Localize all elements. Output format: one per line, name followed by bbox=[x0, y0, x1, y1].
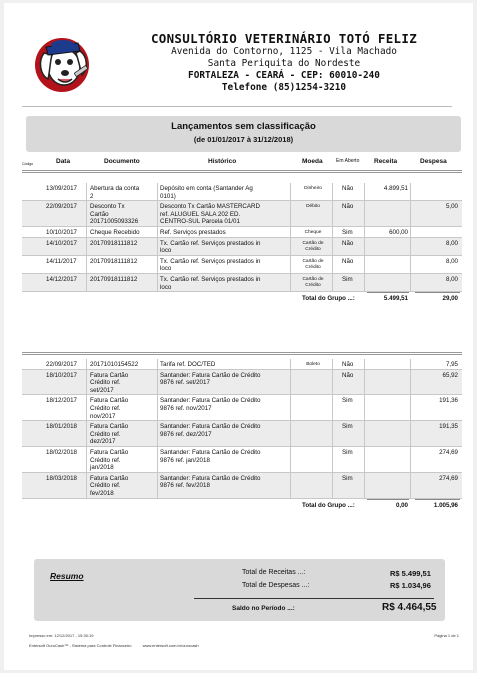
cell-historico: CENTRO-SUL Parcela 01/01 bbox=[160, 218, 240, 226]
cell-divider bbox=[157, 395, 158, 420]
cell-documento: Cartão bbox=[90, 210, 109, 218]
col-documento: Documento bbox=[104, 158, 140, 165]
cell-documento: Crédito ref. bbox=[90, 456, 121, 464]
page-number: Página 1 de 1 bbox=[434, 633, 459, 638]
cell-data: 22/09/2017 bbox=[46, 361, 77, 368]
cell-divider bbox=[290, 370, 291, 395]
cell-divider bbox=[364, 395, 365, 420]
cell-historico: loco bbox=[160, 247, 172, 255]
col-receita: Receita bbox=[374, 158, 398, 165]
cell-historico: Ref. Serviços prestados bbox=[160, 228, 226, 236]
table-row bbox=[22, 359, 462, 370]
cell-historico: loco bbox=[160, 283, 172, 291]
cell-documento: Fatura Cartão bbox=[90, 371, 129, 379]
footer-line-2 bbox=[29, 643, 459, 648]
report-title-box bbox=[26, 116, 461, 152]
cell-em-aberto: Não bbox=[342, 203, 354, 211]
cell-divider bbox=[410, 227, 411, 237]
cell-historico: loco bbox=[160, 265, 172, 273]
cell-divider bbox=[290, 473, 291, 498]
cell-historico: 9876 ref. set/2017 bbox=[160, 379, 210, 387]
cell-data: 18/01/2018 bbox=[46, 423, 77, 431]
report-header bbox=[24, 25, 464, 103]
cell-documento: 2 bbox=[90, 192, 94, 200]
cell-documento: Abertura da conta bbox=[90, 185, 140, 192]
cell-divider bbox=[290, 274, 291, 291]
cell-historico: Santander: Fatura Cartão de Crédito bbox=[160, 371, 261, 379]
cell-documento: nov/2017 bbox=[90, 412, 116, 420]
cell-documento: Fatura Cartão bbox=[90, 448, 129, 456]
cell-divider bbox=[364, 359, 365, 369]
table-row bbox=[22, 274, 462, 292]
cell-historico: 9876 ref. jan/2018 bbox=[160, 456, 210, 464]
cell-divider bbox=[410, 359, 411, 369]
cell-divider bbox=[410, 395, 411, 420]
cell-historico: 9876 ref. fev/2018 bbox=[160, 482, 210, 490]
table-row bbox=[22, 183, 462, 201]
system-name: Entersoft OuroCash™ - Sistema para Controle Financeiro bbox=[29, 643, 132, 648]
cell-divider bbox=[86, 473, 87, 498]
cell-divider bbox=[157, 227, 158, 237]
column-headers bbox=[22, 155, 462, 169]
cell-divider bbox=[290, 201, 291, 226]
cell-moeda: Cheque bbox=[304, 229, 322, 235]
cell-divider bbox=[157, 201, 158, 226]
cell-documento: Fatura Cartão bbox=[90, 423, 129, 431]
total-receitas-label: Total de Receitas ...: bbox=[242, 569, 306, 576]
cell-divider bbox=[332, 395, 333, 420]
cell-historico: Santander: Fatura Cartão de Crédito bbox=[160, 397, 261, 405]
cell-em-aberto: Sim bbox=[342, 448, 353, 456]
table-row bbox=[22, 395, 462, 421]
group-2 bbox=[22, 359, 462, 511]
cell-documento: Fatura Cartão bbox=[90, 474, 129, 482]
table-top-divider bbox=[22, 170, 462, 173]
cell-divider bbox=[410, 370, 411, 395]
cell-divider bbox=[290, 227, 291, 237]
cell-divider bbox=[290, 256, 291, 273]
table-row bbox=[22, 447, 462, 473]
cell-data: 18/02/2018 bbox=[46, 448, 77, 456]
col-despesa: Despesa bbox=[420, 158, 447, 165]
cell-data: 13/09/2017 bbox=[46, 185, 77, 192]
cell-divider bbox=[86, 447, 87, 472]
col-moeda: Moeda bbox=[302, 158, 323, 165]
cell-divider bbox=[332, 359, 333, 369]
cell-divider bbox=[86, 421, 87, 446]
cell-em-aberto: Não bbox=[342, 239, 354, 247]
col-codigo: Código bbox=[22, 162, 34, 166]
cell-moeda: Cartão de bbox=[302, 258, 324, 264]
group-total-receita: 5.499,51 bbox=[383, 295, 408, 303]
col-em-aberto: Em Aberto bbox=[336, 158, 360, 164]
company-city: FORTALEZA - CEARÁ - CEP: 60010-240 bbox=[188, 70, 380, 81]
cell-documento: Crédito ref. bbox=[90, 379, 121, 387]
cell-historico: Santander: Fatura Cartão de Crédito bbox=[160, 474, 261, 482]
cell-divider bbox=[157, 274, 158, 291]
group-total-receita: 0,00 bbox=[395, 501, 408, 509]
table-row bbox=[22, 201, 462, 227]
cell-despesa: 8,00 bbox=[445, 239, 458, 247]
cell-documento: set/2017 bbox=[90, 386, 114, 394]
cell-divider bbox=[290, 395, 291, 420]
cell-moeda: Crédito bbox=[305, 282, 321, 288]
cell-documento: Crédito ref. bbox=[90, 430, 121, 438]
header-divider bbox=[22, 106, 452, 107]
cell-despesa: 191,35 bbox=[439, 423, 458, 431]
cell-documento: 20171005093326 bbox=[90, 218, 139, 226]
group-total-label: Total do Grupo ...: bbox=[302, 501, 355, 509]
cell-divider bbox=[290, 238, 291, 255]
cell-divider bbox=[364, 447, 365, 472]
cell-divider bbox=[86, 238, 87, 255]
cell-receita: 600,00 bbox=[389, 228, 408, 236]
cell-divider bbox=[86, 274, 87, 291]
cell-historico: Depósito em conta (Santander Ag bbox=[160, 185, 253, 192]
group-total-label: Total do Grupo ...: bbox=[302, 295, 355, 303]
cell-divider bbox=[290, 183, 291, 200]
cell-historico: Tx. Cartão ref. Serviços prestados in bbox=[160, 257, 261, 265]
cell-divider bbox=[364, 274, 365, 291]
cell-em-aberto: Sim bbox=[342, 423, 353, 431]
cell-historico: Desconto Tx Cartão MASTERCARD bbox=[160, 203, 260, 211]
cell-data: 14/10/2017 bbox=[46, 239, 77, 247]
cell-documento: 20170918111812 bbox=[90, 275, 138, 283]
cell-data: 14/11/2017 bbox=[46, 257, 77, 265]
saldo-label: Saldo no Período ...: bbox=[232, 605, 295, 612]
cell-historico: 0101) bbox=[160, 192, 176, 200]
summary-label: Resumo bbox=[50, 571, 84, 581]
cell-em-aberto: Não bbox=[342, 371, 354, 379]
footer-line-1 bbox=[29, 633, 459, 638]
cell-divider bbox=[410, 274, 411, 291]
cell-divider bbox=[86, 201, 87, 226]
report-page bbox=[4, 3, 473, 670]
cell-historico: Tx. Cartão ref. Serviços prestados in bbox=[160, 239, 261, 247]
cell-em-aberto: Sim bbox=[342, 228, 353, 236]
printed-at: Impresso em: 12/12/2017 - 15:30:19 bbox=[29, 633, 94, 638]
cell-divider bbox=[86, 359, 87, 369]
cell-historico: 9876 ref. dez/2017 bbox=[160, 430, 212, 438]
cell-divider bbox=[410, 238, 411, 255]
table-row bbox=[22, 421, 462, 447]
cell-documento: 20170918111812 bbox=[90, 257, 138, 265]
cell-divider bbox=[410, 421, 411, 446]
cell-data: 10/10/2017 bbox=[46, 228, 77, 236]
group-total-despesa: 29,00 bbox=[442, 295, 458, 303]
group-1 bbox=[22, 183, 462, 304]
cell-divider bbox=[364, 256, 365, 273]
cell-divider bbox=[332, 421, 333, 446]
table-row bbox=[22, 370, 462, 396]
cell-divider bbox=[410, 256, 411, 273]
total-underline bbox=[415, 292, 460, 293]
cell-divider bbox=[86, 256, 87, 273]
cell-documento: Crédito ref. bbox=[90, 404, 121, 412]
col-historico: Histórico bbox=[208, 158, 237, 165]
cell-divider bbox=[332, 274, 333, 291]
cell-historico: Santander: Fatura Cartão de Crédito bbox=[160, 448, 261, 456]
cell-historico: Tx. Cartão ref. Serviços prestados in bbox=[160, 275, 261, 283]
cell-divider bbox=[86, 370, 87, 395]
cell-data: 22/09/2017 bbox=[46, 203, 77, 211]
cell-divider bbox=[86, 395, 87, 420]
cell-divider bbox=[157, 183, 158, 200]
cell-documento: Crédito ref. bbox=[90, 482, 121, 490]
cell-documento: 20170918111812 bbox=[90, 239, 138, 247]
cell-documento: Fatura Cartão bbox=[90, 397, 129, 405]
table-row bbox=[22, 256, 462, 274]
cell-divider bbox=[86, 183, 87, 200]
cell-divider bbox=[364, 473, 365, 498]
summary-box bbox=[34, 559, 445, 621]
total-underline bbox=[367, 292, 409, 293]
report-period: (de 01/01/2017 à 31/12/2018) bbox=[193, 135, 294, 144]
cell-em-aberto: Sim bbox=[342, 397, 353, 405]
cell-moeda: Cartão de bbox=[302, 240, 324, 246]
report-title: Lançamentos sem classificação bbox=[171, 121, 316, 132]
cell-historico: Santander: Fatura Cartão de Crédito bbox=[160, 423, 261, 431]
cell-divider bbox=[364, 421, 365, 446]
cell-despesa: 191,36 bbox=[439, 397, 458, 405]
cell-divider bbox=[157, 473, 158, 498]
cell-despesa: 65,92 bbox=[442, 371, 458, 379]
total-underline bbox=[415, 499, 460, 500]
cell-despesa: 7,95 bbox=[445, 361, 458, 368]
cell-em-aberto: Não bbox=[342, 257, 354, 265]
cell-divider bbox=[290, 359, 291, 369]
total-despesas-value: R$ 1.034,96 bbox=[390, 581, 431, 590]
cell-documento: dez/2017 bbox=[90, 438, 116, 446]
cell-historico: ref. ALUGUEL SALA 202 ED. bbox=[160, 210, 241, 218]
cell-moeda: Débito bbox=[306, 204, 320, 210]
total-receitas-value: R$ 5.499,51 bbox=[390, 569, 431, 578]
cell-divider bbox=[364, 370, 365, 395]
summary-divider bbox=[194, 598, 434, 599]
cell-divider bbox=[364, 201, 365, 226]
cell-divider bbox=[290, 447, 291, 472]
cell-data: 18/10/2017 bbox=[46, 371, 77, 379]
cell-divider bbox=[332, 473, 333, 498]
cell-moeda: Cartão de bbox=[302, 276, 324, 282]
system-site: www.entersoft.com.br/ourocash bbox=[142, 643, 199, 648]
company-address: Avenida do Contorno, 1125 - Vila Machado bbox=[171, 46, 397, 57]
cell-divider bbox=[332, 256, 333, 273]
group-total-row bbox=[22, 499, 462, 511]
cell-divider bbox=[364, 183, 365, 200]
total-underline bbox=[367, 499, 409, 500]
cell-moeda: Crédito bbox=[305, 246, 321, 252]
company-district: Santa Periquita do Nordeste bbox=[207, 58, 361, 69]
cell-divider bbox=[332, 238, 333, 255]
col-data: Data bbox=[56, 158, 71, 165]
cell-divider bbox=[332, 227, 333, 237]
cell-historico: Tarifa ref. DOC/TED bbox=[160, 361, 216, 368]
group-total-row bbox=[22, 292, 462, 304]
cell-em-aberto: Não bbox=[342, 185, 354, 192]
cell-em-aberto: Sim bbox=[342, 474, 353, 482]
group-total-despesa: 1.005,96 bbox=[433, 501, 458, 509]
company-phone: Telefone (85)1254-3210 bbox=[221, 82, 347, 93]
cell-divider bbox=[86, 227, 87, 237]
cell-divider bbox=[157, 370, 158, 395]
table-row bbox=[22, 238, 462, 256]
cell-divider bbox=[332, 447, 333, 472]
cell-data: 18/12/2017 bbox=[46, 397, 77, 405]
cell-divider bbox=[364, 238, 365, 255]
cell-despesa: 274,69 bbox=[439, 448, 458, 456]
cell-divider bbox=[157, 421, 158, 446]
cell-divider bbox=[157, 256, 158, 273]
cell-moeda: Crédito bbox=[305, 264, 321, 270]
cell-divider bbox=[410, 201, 411, 226]
cell-divider bbox=[410, 473, 411, 498]
cell-despesa: 274,69 bbox=[439, 474, 458, 482]
cell-divider bbox=[332, 183, 333, 200]
cell-historico: 9876 ref. nov/2017 bbox=[160, 404, 212, 412]
cell-documento: fev/2018 bbox=[90, 489, 114, 497]
cell-divider bbox=[410, 183, 411, 200]
cell-em-aberto: Não bbox=[342, 361, 354, 368]
cell-moeda: Dinheiro bbox=[304, 186, 322, 191]
cell-despesa: 8,00 bbox=[445, 257, 458, 265]
cell-em-aberto: Sim bbox=[342, 275, 353, 283]
cell-divider bbox=[290, 421, 291, 446]
cell-divider bbox=[364, 227, 365, 237]
cell-divider bbox=[332, 370, 333, 395]
cell-divider bbox=[332, 201, 333, 226]
cell-documento: 20171010154522 bbox=[90, 361, 139, 368]
cell-despesa: 5,00 bbox=[445, 203, 458, 211]
cell-data: 18/03/2018 bbox=[46, 474, 77, 482]
company-name: CONSULTÓRIO VETERINÁRIO TOTÓ FELIZ bbox=[150, 31, 418, 46]
dog-logo-icon bbox=[30, 31, 94, 95]
cell-documento: jan/2018 bbox=[90, 464, 114, 472]
cell-data: 14/12/2017 bbox=[46, 275, 77, 283]
cell-divider bbox=[157, 447, 158, 472]
table-row bbox=[22, 227, 462, 238]
cell-despesa: 8,00 bbox=[445, 275, 458, 283]
cell-divider bbox=[157, 359, 158, 369]
cell-receita: 4.899,51 bbox=[383, 185, 408, 192]
cell-divider bbox=[157, 238, 158, 255]
company-info bbox=[104, 25, 464, 94]
saldo-value: R$ 4.464,55 bbox=[382, 602, 437, 613]
group-divider bbox=[22, 352, 462, 355]
cell-documento: Desconto Tx bbox=[90, 203, 125, 211]
table-row bbox=[22, 473, 462, 499]
cell-divider bbox=[410, 447, 411, 472]
cell-moeda: Boleto bbox=[306, 362, 320, 367]
total-despesas-label: Total de Despesas ...: bbox=[242, 582, 310, 589]
cell-documento: Cheque Recebido bbox=[90, 228, 140, 236]
